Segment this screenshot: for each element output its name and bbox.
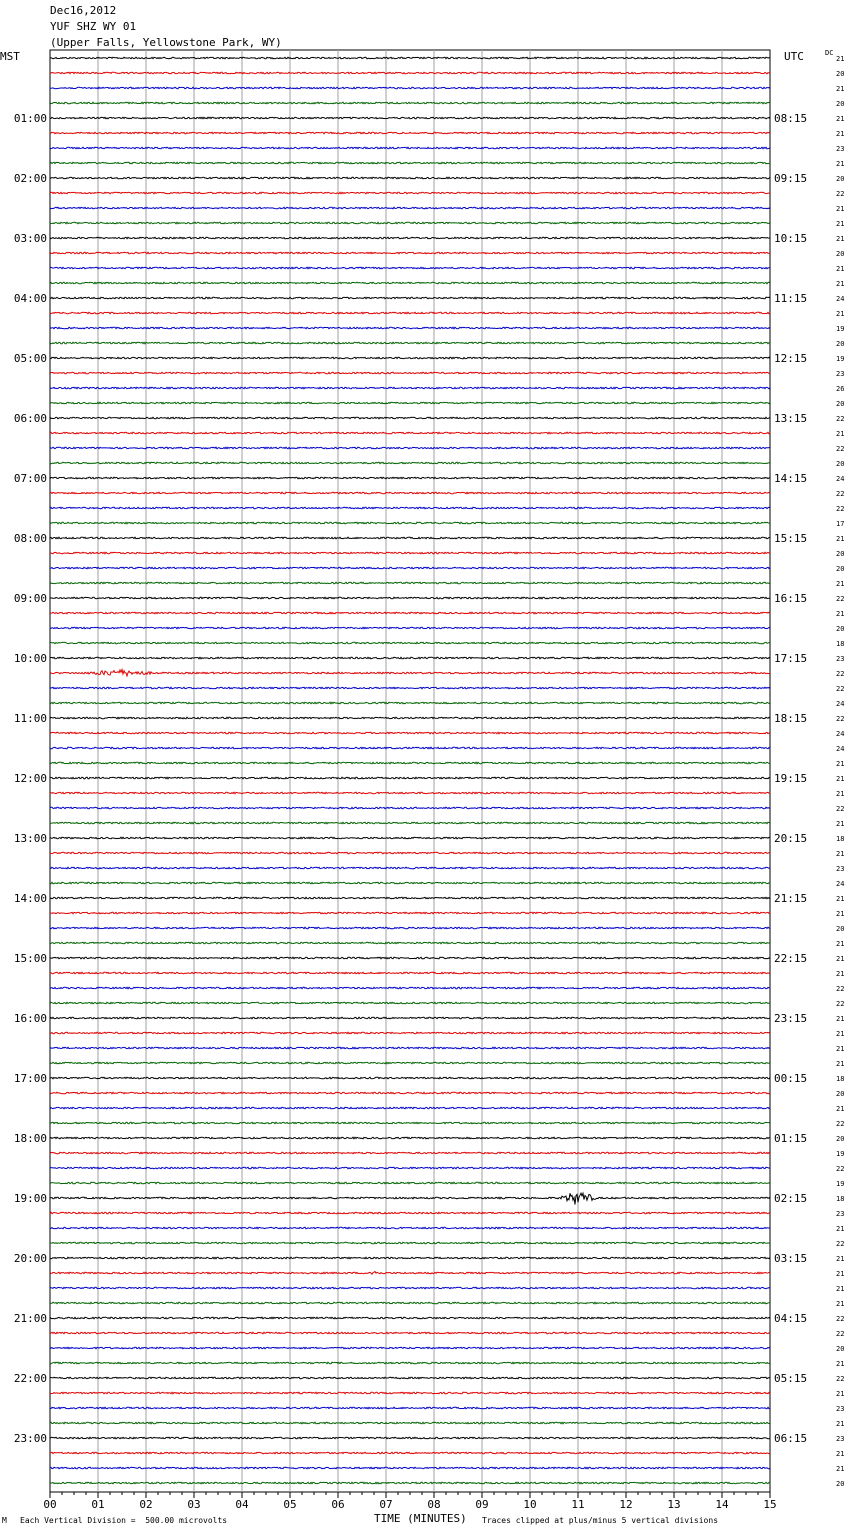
trace-56 — [50, 897, 770, 899]
dc-offset-label: 21 — [836, 1465, 845, 1473]
trace-29 — [50, 492, 770, 494]
trace-37 — [50, 612, 770, 614]
dc-offset-label: 20 — [836, 400, 845, 408]
x-tick-label: 14 — [715, 1498, 729, 1511]
trace-8 — [50, 177, 770, 179]
dc-offset-label: 20 — [836, 1135, 845, 1143]
trace-61 — [50, 972, 770, 974]
corner-mark: M — [2, 1516, 7, 1525]
plot-date: Dec16,2012 — [50, 4, 117, 17]
dc-offset-label: 22 — [836, 190, 845, 198]
x-tick-label: 06 — [331, 1498, 345, 1511]
trace-47 — [50, 762, 770, 764]
utc-hour-label: 09:15 — [774, 172, 808, 185]
utc-hour-label: 04:15 — [774, 1312, 808, 1325]
mst-hour-label: 16:00 — [13, 1012, 47, 1025]
trace-30 — [50, 507, 770, 509]
trace-95 — [50, 1482, 770, 1484]
trace-60 — [50, 957, 770, 959]
x-tick-label: 08 — [427, 1498, 441, 1511]
dc-offset-label: 20 — [836, 1090, 845, 1098]
trace-38 — [50, 627, 770, 629]
mst-hour-label: 09:00 — [13, 592, 47, 605]
dc-offset-label: 20 — [836, 1480, 845, 1488]
dc-offset-label: 22 — [836, 1375, 845, 1383]
mst-hour-label: 04:00 — [13, 292, 47, 305]
x-tick-label: 11 — [571, 1498, 585, 1511]
dc-offset-label: 20 — [836, 100, 845, 108]
utc-hour-label: 11:15 — [774, 292, 808, 305]
dc-offset-label: 22 — [836, 985, 845, 993]
trace-11 — [50, 222, 770, 224]
trace-4 — [50, 117, 770, 119]
mst-hour-label: 23:00 — [13, 1432, 47, 1445]
dc-offset-label: 22 — [836, 1000, 845, 1008]
trace-1 — [50, 72, 770, 74]
utc-hour-label: 21:15 — [774, 892, 808, 905]
trace-62 — [50, 987, 770, 989]
dc-offset-label: 21 — [836, 1255, 845, 1263]
clip-note: Traces clipped at plus/minus 5 vertical divisions — [482, 1516, 719, 1525]
dc-offset-label: 20 — [836, 460, 845, 468]
trace-48 — [50, 777, 770, 779]
mst-hour-label: 21:00 — [13, 1312, 47, 1325]
dc-offset-label: 21 — [836, 55, 845, 63]
trace-70 — [50, 1107, 770, 1109]
utc-hour-label: 10:15 — [774, 232, 808, 245]
trace-36 — [50, 597, 770, 599]
utc-hour-labels — [774, 112, 807, 1445]
trace-17 — [50, 312, 770, 314]
trace-65 — [50, 1032, 770, 1034]
trace-35 — [50, 582, 770, 584]
dc-offset-label: 20 — [836, 340, 845, 348]
mst-hour-label: 13:00 — [13, 832, 47, 845]
dc-offset-label: 21 — [836, 895, 845, 903]
trace-77 — [50, 1212, 770, 1214]
dc-offset-label: 20 — [836, 1345, 845, 1353]
mst-hour-label: 22:00 — [13, 1372, 47, 1385]
trace-32 — [50, 537, 770, 539]
trace-76 — [50, 1193, 770, 1204]
dc-offset-label: 22 — [836, 1165, 845, 1173]
mst-hour-label: 07:00 — [13, 472, 47, 485]
dc-offset-label: 21 — [836, 115, 845, 123]
trace-52 — [50, 837, 770, 839]
dc-offset-label: 21 — [836, 1360, 845, 1368]
utc-hour-label: 22:15 — [774, 952, 808, 965]
utc-hour-label: 17:15 — [774, 652, 808, 665]
x-tick-label: 02 — [139, 1498, 153, 1511]
dc-offset-label: 20 — [836, 925, 845, 933]
trace-69 — [50, 1092, 770, 1094]
trace-31 — [50, 522, 770, 524]
x-tick-label: 12 — [619, 1498, 633, 1511]
dc-offset-label: 18 — [836, 835, 845, 843]
trace-33 — [50, 552, 770, 554]
trace-21 — [50, 372, 770, 374]
trace-45 — [50, 732, 770, 734]
mst-hour-label: 19:00 — [13, 1192, 47, 1205]
trace-58 — [50, 927, 770, 929]
trace-93 — [50, 1452, 770, 1454]
trace-63 — [50, 1002, 770, 1004]
trace-59 — [50, 942, 770, 944]
dc-offset-label: 21 — [836, 265, 845, 273]
utc-hour-label: 19:15 — [774, 772, 808, 785]
dc-offset-label: 21 — [836, 1420, 845, 1428]
trace-18 — [50, 327, 770, 329]
trace-87 — [50, 1362, 770, 1364]
trace-26 — [50, 447, 770, 449]
trace-28 — [50, 477, 770, 479]
dc-offset-label: 21 — [836, 1030, 845, 1038]
mst-hour-labels — [14, 112, 47, 1445]
trace-91 — [50, 1422, 770, 1424]
dc-offset-label: 22 — [836, 1315, 845, 1323]
dc-offset-label: 21 — [836, 775, 845, 783]
dc-offset-label: 24 — [836, 745, 845, 753]
trace-14 — [50, 267, 770, 269]
trace-54 — [50, 867, 770, 869]
dc-offset-labels — [836, 55, 844, 1488]
utc-hour-label: 00:15 — [774, 1072, 808, 1085]
trace-24 — [50, 417, 770, 419]
dc-offset-label: 22 — [836, 445, 845, 453]
station-code: YUF SHZ WY 01 — [50, 20, 137, 33]
trace-43 — [50, 702, 770, 704]
dc-offset-label: 20 — [836, 565, 845, 573]
utc-hour-label: 08:15 — [774, 112, 808, 125]
trace-9 — [50, 192, 770, 194]
dc-offset-label: 21 — [836, 205, 845, 213]
dc-offset-label: 24 — [836, 730, 845, 738]
seismic-traces — [50, 57, 770, 1484]
dc-offset-label: 22 — [836, 490, 845, 498]
trace-84 — [50, 1317, 770, 1319]
mst-hour-label: 01:00 — [13, 112, 47, 125]
dc-offset-label: 18 — [836, 1195, 845, 1203]
dc-offset-label: 21 — [836, 760, 845, 768]
dc-offset-label: 20 — [836, 550, 845, 558]
trace-82 — [50, 1287, 770, 1289]
dc-offset-label: 19 — [836, 325, 845, 333]
trace-41 — [50, 670, 770, 676]
right-timezone-label: UTC — [784, 50, 804, 63]
trace-79 — [50, 1242, 770, 1244]
utc-hour-label: 20:15 — [774, 832, 808, 845]
dc-offset-label: 20 — [836, 175, 845, 183]
dc-offset-label: 20 — [836, 70, 845, 78]
mst-hour-label: 14:00 — [13, 892, 47, 905]
utc-hour-label: 01:15 — [774, 1132, 808, 1145]
trace-23 — [50, 402, 770, 404]
trace-3 — [50, 102, 770, 104]
scale-note: Each Vertical Division = 500.00 microvolts — [20, 1516, 228, 1525]
dc-offset-label: 21 — [836, 430, 845, 438]
dc-offset-label: 24 — [836, 295, 845, 303]
dc-offset-label: 21 — [836, 955, 845, 963]
x-tick-label: 09 — [475, 1498, 489, 1511]
x-tick-label: 15 — [763, 1498, 777, 1511]
trace-71 — [50, 1122, 770, 1124]
trace-51 — [50, 822, 770, 824]
dc-offset-label: 21 — [836, 1225, 845, 1233]
dc-offset-label: 23 — [836, 1435, 845, 1443]
trace-72 — [50, 1137, 770, 1139]
dc-offset-label: 19 — [836, 1150, 845, 1158]
dc-offset-label: 21 — [836, 535, 845, 543]
dc-offset-label: 20 — [836, 625, 845, 633]
trace-81 — [50, 1272, 770, 1275]
trace-89 — [50, 1392, 770, 1394]
dc-offset-label: 22 — [836, 1240, 845, 1248]
trace-68 — [50, 1077, 770, 1079]
trace-83 — [50, 1302, 770, 1304]
dc-offset-label: 21 — [836, 280, 845, 288]
trace-15 — [50, 282, 770, 284]
utc-hour-label: 23:15 — [774, 1012, 808, 1025]
x-tick-label: 01 — [91, 1498, 105, 1511]
mst-hour-label: 20:00 — [13, 1252, 47, 1265]
dc-offset-label: 21 — [836, 970, 845, 978]
dc-offset-label: 21 — [836, 1390, 845, 1398]
trace-40 — [50, 657, 770, 659]
utc-hour-label: 12:15 — [774, 352, 808, 365]
utc-hour-label: 06:15 — [774, 1432, 808, 1445]
dc-offset-label: 18 — [836, 1075, 845, 1083]
utc-hour-label: 03:15 — [774, 1252, 808, 1265]
dc-offset-label: 21 — [836, 235, 845, 243]
x-tick-label: 00 — [43, 1498, 57, 1511]
trace-90 — [50, 1407, 770, 1409]
trace-12 — [50, 237, 770, 239]
trace-27 — [50, 462, 770, 464]
dc-offset-label: 21 — [836, 910, 845, 918]
dc-offset-label: 24 — [836, 700, 845, 708]
dc-offset-label: 21 — [836, 820, 845, 828]
dc-offset-label: 21 — [836, 580, 845, 588]
dc-offset-label: 23 — [836, 1405, 845, 1413]
plot-frame — [50, 50, 770, 1492]
dc-offset-label: 21 — [836, 790, 845, 798]
left-timezone-label: MST — [0, 50, 20, 63]
dc-offset-label: 20 — [836, 250, 845, 258]
trace-75 — [50, 1182, 770, 1184]
dc-header-label: DC — [825, 49, 834, 57]
dc-offset-label: 21 — [836, 85, 845, 93]
mst-hour-label: 08:00 — [13, 532, 47, 545]
dc-offset-label: 22 — [836, 670, 845, 678]
dc-offset-label: 21 — [836, 1450, 845, 1458]
trace-92 — [50, 1437, 770, 1439]
trace-88 — [50, 1377, 770, 1379]
dc-offset-label: 23 — [836, 865, 845, 873]
x-axis-title: TIME (MINUTES) — [374, 1512, 467, 1525]
trace-5 — [50, 132, 770, 134]
trace-34 — [50, 567, 770, 569]
mst-hour-label: 10:00 — [13, 652, 47, 665]
trace-67 — [50, 1062, 770, 1064]
dc-offset-label: 21 — [836, 1045, 845, 1053]
trace-49 — [50, 792, 770, 794]
trace-25 — [50, 432, 770, 434]
dc-offset-label: 21 — [836, 1270, 845, 1278]
trace-16 — [50, 297, 770, 299]
x-tick-label: 05 — [283, 1498, 297, 1511]
x-tick-label: 07 — [379, 1498, 393, 1511]
dc-offset-label: 24 — [836, 475, 845, 483]
trace-46 — [50, 747, 770, 749]
trace-7 — [50, 162, 770, 164]
x-axis — [43, 1492, 776, 1511]
dc-offset-label: 21 — [836, 1060, 845, 1068]
mst-hour-label: 17:00 — [13, 1072, 47, 1085]
dc-offset-label: 22 — [836, 595, 845, 603]
dc-offset-label: 19 — [836, 1180, 845, 1188]
trace-50 — [50, 807, 770, 809]
dc-offset-label: 23 — [836, 655, 845, 663]
x-tick-label: 13 — [667, 1498, 681, 1511]
trace-86 — [50, 1347, 770, 1349]
utc-hour-label: 13:15 — [774, 412, 808, 425]
dc-offset-label: 22 — [836, 1330, 845, 1338]
trace-42 — [50, 687, 770, 689]
dc-offset-label: 21 — [836, 1015, 845, 1023]
dc-offset-label: 24 — [836, 880, 845, 888]
trace-73 — [50, 1152, 770, 1154]
dc-offset-label: 21 — [836, 1285, 845, 1293]
dc-offset-label: 21 — [836, 310, 845, 318]
dc-offset-label: 21 — [836, 940, 845, 948]
dc-offset-label: 17 — [836, 520, 845, 528]
dc-offset-label: 23 — [836, 370, 845, 378]
mst-hour-label: 11:00 — [13, 712, 47, 725]
trace-19 — [50, 342, 770, 344]
dc-offset-label: 23 — [836, 145, 845, 153]
dc-offset-label: 22 — [836, 415, 845, 423]
trace-66 — [50, 1047, 770, 1049]
dc-offset-label: 22 — [836, 685, 845, 693]
utc-hour-label: 05:15 — [774, 1372, 808, 1385]
dc-offset-label: 22 — [836, 1120, 845, 1128]
dc-offset-label: 18 — [836, 640, 845, 648]
trace-44 — [50, 717, 770, 719]
station-location: (Upper Falls, Yellowstone Park, WY) — [50, 36, 282, 49]
trace-57 — [50, 912, 770, 914]
mst-hour-label: 02:00 — [13, 172, 47, 185]
trace-6 — [50, 147, 770, 149]
dc-offset-label: 22 — [836, 715, 845, 723]
trace-53 — [50, 852, 770, 854]
trace-10 — [50, 207, 770, 209]
trace-64 — [50, 1017, 770, 1019]
trace-78 — [50, 1227, 770, 1229]
mst-hour-label: 18:00 — [13, 1132, 47, 1145]
x-tick-label: 03 — [187, 1498, 201, 1511]
dc-offset-label: 21 — [836, 1300, 845, 1308]
utc-hour-label: 02:15 — [774, 1192, 808, 1205]
trace-55 — [50, 882, 770, 884]
dc-offset-label: 21 — [836, 610, 845, 618]
mst-hour-label: 05:00 — [13, 352, 47, 365]
dc-offset-label: 19 — [836, 355, 845, 363]
dc-offset-label: 21 — [836, 850, 845, 858]
trace-0 — [50, 57, 770, 59]
utc-hour-label: 16:15 — [774, 592, 808, 605]
trace-13 — [50, 252, 770, 254]
trace-2 — [50, 87, 770, 89]
x-tick-label: 10 — [523, 1498, 537, 1511]
minute-gridlines — [50, 50, 770, 1492]
trace-20 — [50, 357, 770, 359]
mst-hour-label: 03:00 — [13, 232, 47, 245]
trace-22 — [50, 387, 770, 389]
dc-offset-label: 26 — [836, 385, 845, 393]
dc-offset-label: 22 — [836, 805, 845, 813]
mst-hour-label: 12:00 — [13, 772, 47, 785]
dc-offset-label: 21 — [836, 1105, 845, 1113]
dc-offset-label: 23 — [836, 1210, 845, 1218]
utc-hour-label: 15:15 — [774, 532, 808, 545]
utc-hour-label: 14:15 — [774, 472, 808, 485]
mst-hour-label: 06:00 — [13, 412, 47, 425]
dc-offset-label: 21 — [836, 130, 845, 138]
x-tick-label: 04 — [235, 1498, 249, 1511]
trace-94 — [50, 1467, 770, 1469]
mst-hour-label: 15:00 — [13, 952, 47, 965]
dc-offset-label: 21 — [836, 160, 845, 168]
dc-offset-label: 22 — [836, 505, 845, 513]
trace-85 — [50, 1332, 770, 1334]
utc-hour-label: 18:15 — [774, 712, 808, 725]
trace-80 — [50, 1257, 770, 1259]
trace-39 — [50, 642, 770, 644]
dc-offset-label: 21 — [836, 220, 845, 228]
trace-74 — [50, 1167, 770, 1169]
